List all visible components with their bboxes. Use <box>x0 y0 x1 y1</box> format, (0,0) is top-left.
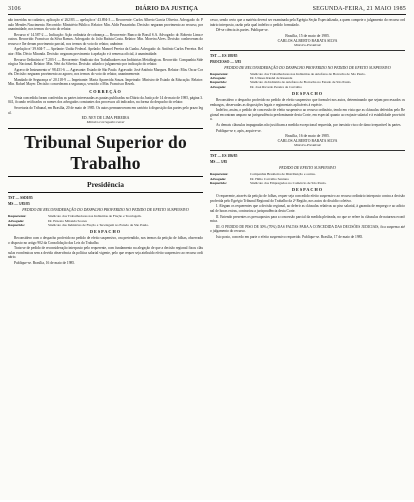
paragraph: Recurso Ordinário nº 7.203-1 — Recorrente: Sindicato dos Trabalhadores nas Indústrias Metalúrgicas. Recorrido: Companhia Siderúrgica Nacional. Relator: Min. Néri da Silveira. Decisão: adiado o julgamento por indicação do relator. <box>8 57 203 67</box>
correction-heading: CORREÇÃO <box>89 88 122 94</box>
process-subtitle: PEDIDO DE RECONSIDERAÇÃO DO DESPACHO PROFERIDO NO PEDIDO DE EFEITO SUSPENSIVO <box>22 208 189 213</box>
paragraph: não inseridas no cadastro, aplicação nº 262/83 — apelação nº 43.894-3 — Recorrente: Carlos Alberto Garcia Oliveira. Advogado: dr. Paulo Mendes Nascimento. Recorrido: Ministério Público. Relator: Min. Aldir Passarinho. Decisão: negaram provimento ao recurso, por unanimidade, nos termos do voto do relator. <box>8 18 203 31</box>
party-row: Requerido: Sindicato das Indústrias de Fiação e Tecelagem no Estado de São Paulo. <box>8 222 149 227</box>
paragraph: As demais cláusulas impugnadas não justificam a medida excepcional requerida, por inexistir risco de dano irreparável às partes. <box>216 122 402 127</box>
process-number: TST — SSDI/85 <box>8 196 33 201</box>
paragraph: Indefiro, assim, o pedido de concessão de efeito suspensivo ao recurso ordinário, tendo em vista que as cláusulas deferidas pelo Regional encontram amparo na jurisprudência predominante desta Corte, em especial quanto ao reajuste salarial e à estabilidade provisória. <box>210 108 405 122</box>
page-header <box>8 6 406 15</box>
divider <box>210 50 405 51</box>
paragraph: Trata-se de pedido de reconsideração interposto pelo requerente, com fundamento na alegação de que a decisão regional fixou cláusulas econômicas sem a devida observância da política salarial vigente, pelo que requer seja atribuído efeito suspensivo ao recurso ordinário. <box>8 246 203 260</box>
paragraph: Apelação nº 39.604-7 — Apelante: União Federal. Apelado: Manoel Pereira da Cunha. Advogado: dr. Antônio Carlos Ferreira. Relator: Min. Décio Miranda. Decisão: negaram provimento à apelação e à remessa oficial, à unanimidade. <box>8 47 203 56</box>
paragraph: cesso, sendo certo que a matéria deverá ser examinada pela Egrégia Seção Especializada, a quem compete o julgamento do recurso ordinário interposto, razão pela qual indefiro o pedido formulado. <box>210 18 405 27</box>
party-row: Advogado: Dr. Ernesto Miranda Soares <box>8 218 87 223</box>
signature-role: Ministro-Presidente <box>293 42 322 47</box>
despacho-heading: DESPACHO <box>292 91 323 97</box>
party-row: Requerente: Sindicato dos Trabalhadores nas Indústrias de Fiação e Tecelagem. <box>8 214 142 219</box>
paragraph: Publique-se e, após, arquive-se. <box>216 128 262 133</box>
signature-name: CARLOS ALBERTO BARATA SILVA <box>277 139 338 144</box>
party-row: Advogado: Dr. Ulisses Riedel de Resende <box>210 76 293 81</box>
despacho-heading: DESPACHO <box>292 187 323 193</box>
paragraph: Reconsidero com o despacho proferido no pedido de efeito suspensivo, ora pretendido, nos termos da petição de folhas, observado o disposto no artigo 902 da Consolidação das Leis do Trabalho. <box>8 236 203 245</box>
despacho-heading: DESPACHO <box>90 229 121 235</box>
right-column <box>210 18 405 502</box>
party-row: Requerente: Sindicato dos Trabalhadores nas Indústrias de Artefatos de Borracha de São Paulo. <box>210 71 366 76</box>
paragraph: Recurso nº 14.587-2 — Indicação: Ação ordinária de cobrança — Recorrente: Banco do Brasil S.A. Advogado: dr. Roberto Lima e outros. Recorrido: Francisco da Silva Ramos. Advogado: dr. João Batista Costa. Relator: Min. Moreira Alves. Decisão: conheceram do recurso e lhe deram provimento parcial, nos termos do voto do relator, unânime. <box>8 32 203 46</box>
paragraph: O requerente, através da petição de folhas, requer seja concedido efeito suspensivo ao recurso ordinário interposto contra a decisão proferida pelo Egrégio Tribunal Regional do Trabalho da 2ª Região, nos autos do dissídio coletivo. <box>210 194 405 203</box>
party-row: Requerido: Sindicato da Indústria de Artefatos de Borracha no Estado de São Paulo. <box>210 80 352 85</box>
paragraph: Publique-se. Brasília, 16 de maio de 1985. <box>14 261 75 266</box>
process-number-secondary: PROCESSO — 3/85 <box>210 59 242 64</box>
process-subtitle: PEDIDO DE EFEITO SUSPENSIVO <box>279 166 336 171</box>
date-line: Brasília, 15 de maio de 1985. <box>285 33 330 38</box>
court-title: Tribunal Superior do Trabalho <box>8 128 203 177</box>
section-title: Presidência <box>8 179 203 193</box>
paragraph: Dê-se ciência às partes. Publique-se. <box>216 28 269 33</box>
journal-title: DIÁRIO DA JUSTIÇA <box>135 6 199 12</box>
party-row: Requerente: Companhia Brasileira de Distribuição e outras. <box>210 172 316 177</box>
paragraph: Isto posto, concedo em parte o efeito suspensivo requerido. Publique-se. Brasília, 17 de maio de 1985. <box>216 234 364 239</box>
divider <box>210 150 405 151</box>
paragraph: Reconsidero o despacho proferido no pedido de efeito suspensivo que formulei nos autos, determinando que sejam processados os embargos, observadas as disposições legais e regimentais aplicáveis à espécie. <box>210 98 405 107</box>
process-number: TST — ES 188/85 <box>210 53 238 58</box>
party-row: Advogado: Dr. José Ricardo Pereira de Carvalho <box>210 84 302 89</box>
signature-role: Ministro-Presidente <box>293 143 322 148</box>
paragraph: II. Entendo presentes os pressupostos para a concessão parcial da medida pleiteada, no que se refere às cláusulas de natureza econômica. <box>210 214 405 224</box>
date-line: Brasília, 16 de maio de 1985. <box>285 134 330 139</box>
process-number-secondary: MS — 3/85 <box>210 160 228 165</box>
left-column <box>8 18 203 502</box>
process-number-secondary: MS — 3/85/85 <box>8 202 30 207</box>
process-subtitle: PEDIDO DE RECONSIDERAÇÃO DO DESPACHO PROFERIDO NO PEDIDO DE EFEITO SUSPENSIVO <box>224 65 391 70</box>
paragraph: Venia concedida foram conferidas as partes interessadas as pautas publicadas no Diário da Justiça de 14 de maio de 1985, página 3.041, ficando retificados os nomes dos advogados constantes dos processos ali indicados, na forma do despacho do relator. <box>8 95 203 105</box>
left-block-a <box>8 18 203 87</box>
paragraph: I. Alegam os requerentes que a decisão regional, ao deferir as cláusulas relativas ao piso salarial, à garantia de emprego e ao adicional de horas extras, contrariou a jurisprudência desta Corte. <box>210 204 405 213</box>
signature-name: CARLOS ALBERTO BARATA SILVA <box>277 38 338 43</box>
party-row: Requerido: Sindicato dos Empregados no Comércio de São Paulo. <box>210 180 327 185</box>
paragraph: Secretaria do Tribunal, em Brasília, 20 de maio de 1985. Os autos permaneceram em cartório à disposição das partes pelo prazo legal. <box>8 106 203 115</box>
issue-date: SEGUNDA-FEIRA, 21 MAIO 1985 <box>312 6 406 12</box>
party-row: Advogado: Dr. Hélio Carvalho Santana <box>210 176 289 181</box>
paragraph: Mandado de Segurança nº 20.118-9 — Impetrante: Maria Aparecida Souza. Impetrado: Ministro de Estado da Educação. Relator: Min. Rafael Mayer. Decisão: concederam a segurança, vencido o Min. Francisco Rezek. <box>8 77 203 87</box>
paragraph: III. O PEDIDO DE PISO DE 30% (70%) DAS FALTAS PARA A CONCEDIDA DAS DECISÕES JUDICIAIS, fica suspenso até o julgamento do recurso. <box>210 224 405 234</box>
page-number: 3106 <box>8 6 21 12</box>
process-number: TST — ES 186/85 <box>210 154 238 159</box>
signature-role: Ministro-Corregedor-Geral <box>86 120 125 125</box>
paragraph: Agravo de Instrumento nº 98.451-6 — Agravante: Estado de São Paulo. Agravado: José Antônio Marques. Relator: Min. Oscar Corrêa. Decisão: negaram provimento ao agravo, nos termos do voto do relator, unanimemente. <box>8 67 203 77</box>
signature-name: ED. NEY DE LIMA PEREIRA <box>81 116 130 121</box>
